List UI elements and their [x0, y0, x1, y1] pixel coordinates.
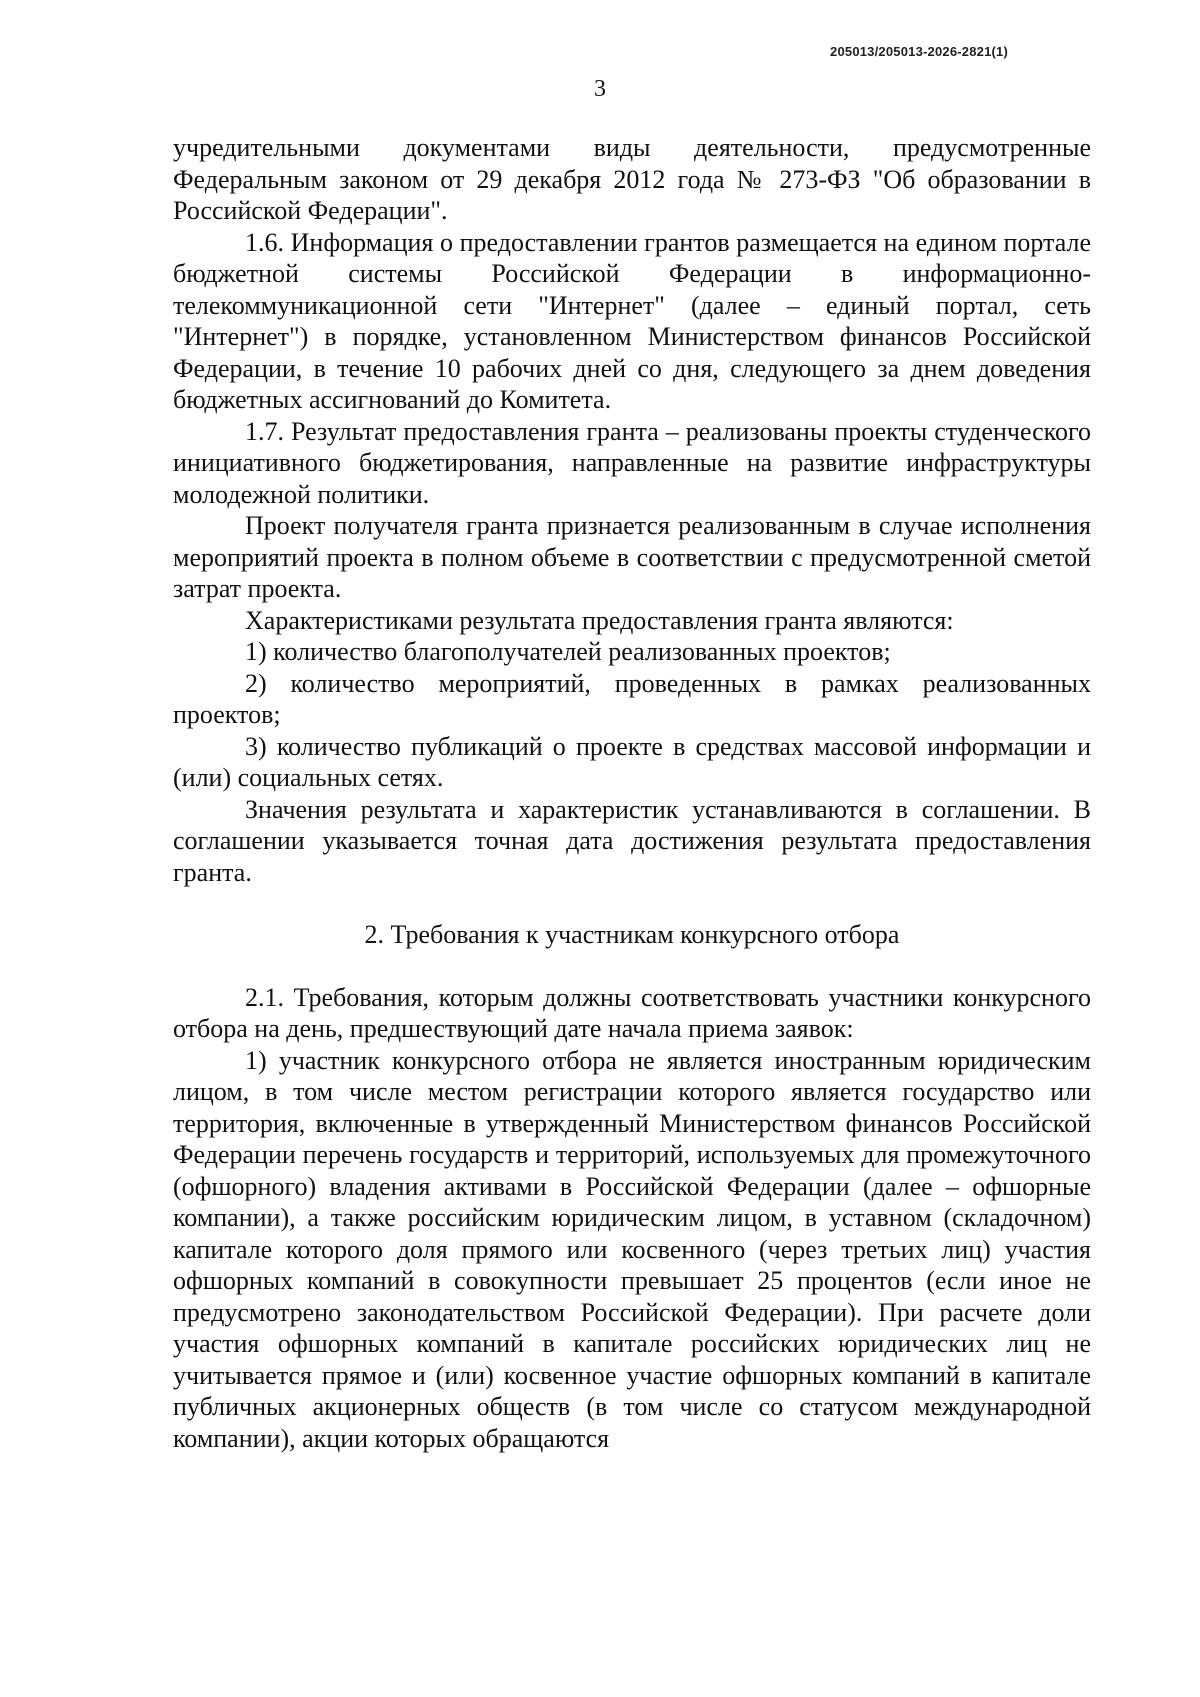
paragraph: 1.6. Информация о предоставлении грантов размещается на едином портале бюджетной системы Российской Федерации в информационно-телекоммуникационной сети "Интернет" (далее – единый портал, сеть "Интернет") в порядке, установленном Министерством финансов Российской Федерации, в течение 10 рабочих дней со дня, следующего за днем доведения бюджетных ассигнований до Комитета.	[173, 227, 1091, 414]
paragraph: Значения результата и характеристик устанавливаются в соглашении. В соглашении указывается точная дата достижения результата предоставления гранта.	[173, 794, 1091, 887]
paragraph: 1.7. Результат предоставления гранта – реализованы проекты студенческого инициативного бюджетирования, направленные на развитие инфраструктуры молодежной политики.	[173, 416, 1091, 509]
document-body	[173, 132, 1091, 1454]
paragraphs-before-heading	[173, 132, 1091, 888]
section-heading: 2. Требования к участникам конкурсного отбора	[364, 920, 900, 949]
paragraph: Проект получателя гранта признается реализованным в случае исполнения мероприятий проекта в полном объеме в соответствии с предусмотренной сметой затрат проекта.	[173, 511, 1091, 603]
paragraph: учредительными документами виды деятельности, предусмотренные Федеральным законом от 29 декабря 2012 года № 273-ФЗ "Об образовании в Российской Федерации".	[173, 133, 1091, 225]
document-code: 205013/205013-2026-2821(1)	[830, 44, 1008, 59]
paragraph: Характеристиками результата предоставления гранта являются:	[245, 605, 954, 635]
page-number: 3	[594, 76, 606, 102]
paragraphs-after-heading	[173, 982, 1091, 1455]
list-item: 2) количество мероприятий, проведенных в рамках реализованных проектов;	[173, 668, 1091, 729]
list-item: 1) количество благополучателей реализованных проектов;	[245, 637, 891, 666]
list-item: 3) количество публикаций о проекте в средствах массовой информации и (или) социальных сетях.	[173, 731, 1091, 792]
paragraph: 2.1. Требования, которым должны соответствовать участники конкурсного отбора на день, предшествующий дате начала приема заявок:	[173, 982, 1091, 1043]
list-item: 1) участник конкурсного отбора не является иностранным юридическим лицом, в том числе местом регистрации которого является государство или территория, включенные в утвержденный Министерством финансов Российской Федерации перечень государств и территорий, используемых для промежуточного (офшорного) владения активами в Российской Федерации (далее – офшорные компании), а также российским юридическим лицом, в уставном (складочном) капитале которого доля прямого или косвенного (через третьих лиц) участия офшорных компаний в совокупности превышает 25 процентов (если иное не предусмотрено законодательством Российской Федерации). При расчете доли участия офшорных компаний в капитале российских юридических лиц не учитывается прямое и (или) косвенное участие офшорных компаний в капитале публичных акционерных обществ (в том числе со статусом международной компании), акции которых обращаются	[173, 1045, 1091, 1453]
